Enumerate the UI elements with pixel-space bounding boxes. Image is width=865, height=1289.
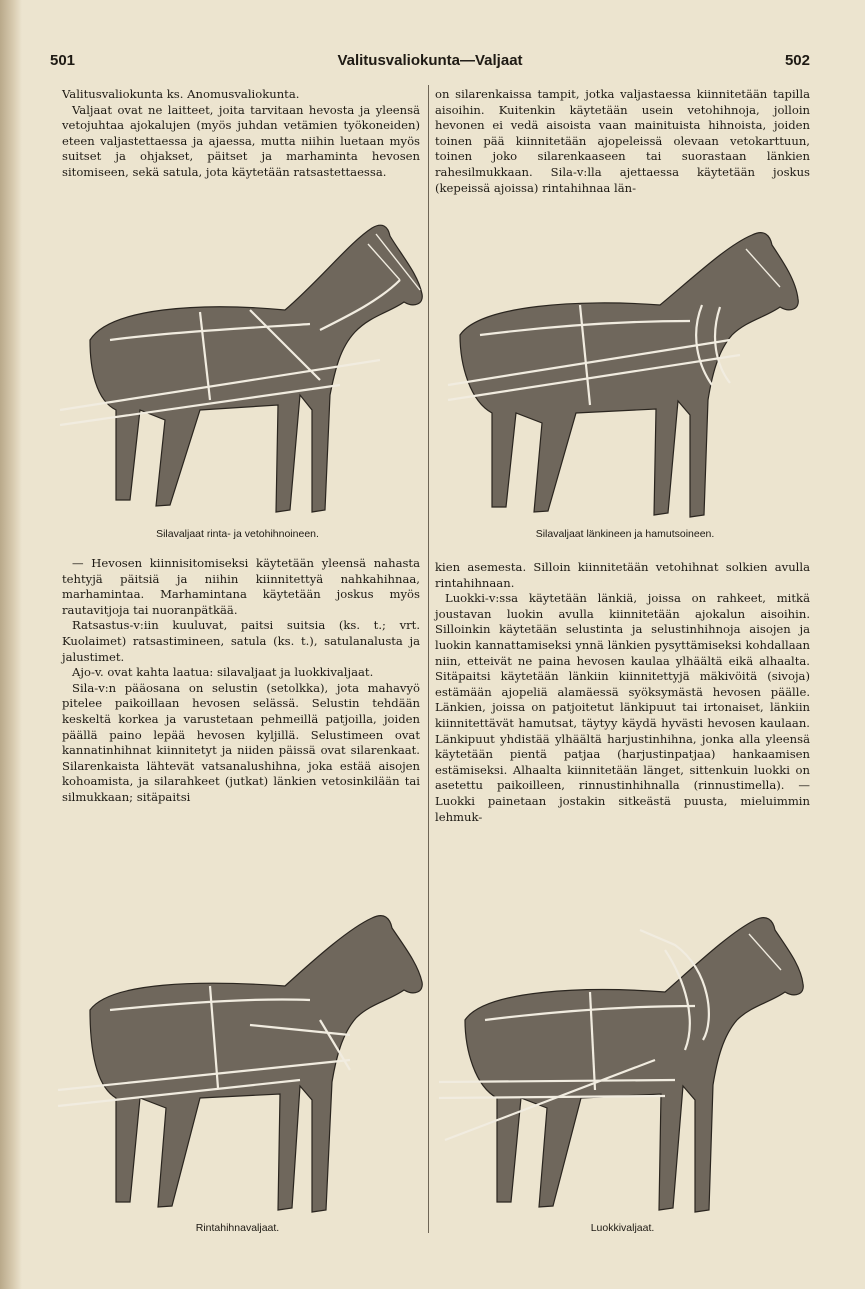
right-mid-text: [435, 560, 810, 825]
page-edge-shadow: [0, 0, 22, 1289]
horse-illustration-1: [50, 220, 425, 525]
caption-fig3: Rintahihnavaljaat.: [195, 1222, 280, 1234]
left-mid-text: [62, 556, 420, 806]
caption-fig2: Silavaljaat länkineen ja hamutsoineen.: [535, 528, 715, 540]
para-silarenkaat: on silarenkaissa tampit, jotka valjastaessa kiinnitetään tapilla aisoihin. Kuitenkin käytetään usein vetohihnoja, jolloin hevonen ei vedä aisoista vaan mainituista hihnoista, joiden toinen pää kiinnitetään ajopeleissä olevaan vetokarttuun, toinen joko silarenkaaseen tai suorastaan länkien rahesilmukkaan. Sila-v:lla ajettaessa käytetään joskus (kepeissä ajoissa) rintahihnaa län-: [435, 87, 810, 195]
column-divider: [428, 85, 429, 1233]
entry-valjaat: Valjaat ovat ne laitteet, joita tarvitaan hevosta ja yleensä vetojuhtaa ajokalujen (myös juhdan vetämien työkoneiden) eteen valjastettaessa ja ajaessa, mutta niihin luetaan myös suitset ja ohjakset, päitset ja marhaminta hevosen sitomiseen, sekä satula, jota käytetään ratsastettaessa.: [62, 102, 420, 179]
horse-illustration-4: [435, 910, 810, 1220]
horse-illustration-3: [50, 910, 425, 1220]
left-top-text: [62, 87, 420, 181]
right-page-number: 502: [784, 52, 810, 69]
caption-fig1: Silavaljaat rinta- ja vetohihnoineen.: [156, 528, 319, 540]
para-silavaljaat: Sila-v:n pääosana on selustin (setolkka), jota mahavyö pitelee paikoillaan hevosen selässä. Selustin tehdään keskeltä korkea ja varustetaan pehmeillä patjoilla, joiden päällä paino lepää hevosen kyljillä. Selustimeen ovat kannatinhihnat kiinnitetyt ja niiden päissä ovat silarenkaat. Silarenkaista lähtevät vatsanalushihna, joka estää aisojen kohoamista, ja silarahkeet (jutkat) länkien vetosinkilään tai silmukkaan; sitäpaitsi: [62, 680, 420, 804]
para-luokkivaljaat: Luokki-v:ssa käytetään länkiä, joissa on rahkeet, mitkä joustavan luokin avulla kiinnitetään ajokalun aisoihin. Silloinkin käytetään selustinta ja selustinhihnoja aisojen ja luokin kannattamiseksi ynnä länkien pysyttämiseksi kohdallaan niin, etteivät ne paina hevosen kaulaa ylhäältä eikä alhaalta. Sitäpaitsi käytetään länkiin kiinnitettyjä mäkivöitä (sivoja) estämään ajopeliä alamäessä syöksymästä hevosen päälle. Länkien, joissa on patjoitetut länkipuut tai irtonaiset, länkiin kiinnitettävät hamutsat, täytyy käydä hyvästi hevosen kaulaan. Länkipuut yhdistää ylhäältä harjustinhihna, jonka alla yleensä käytetään pientä patjaa (harjustinpatjaa) hankaamisen estämiseksi. Alhaalta kiinnitetään länget, sittenkuin luokki on asetettu paikoilleen, rinnustinhihnalla (rinnustimella). — Luokki painetaan jostakin sitkeästä puusta, mieluimmin lehmuk-: [435, 591, 810, 824]
running-title: Valitusvaliokunta—Valjaat: [337, 52, 523, 69]
figure-rintahihnavaljaat: [50, 910, 425, 1220]
para-rintahihna: kien asemesta. Silloin kiinnitetään vetohihnat solkien avulla rintahihnaan.: [435, 560, 810, 590]
para-kiinnisitominen: — Hevosen kiinnisitomiseksi käytetään yleensä nahasta tehtyjä päitsiä ja niihin kiinnitettyä nahkahihnaa, marhamintaa. Marhamintana käytetään joskus myös rautavitjoja tai nuoranpätkää.: [62, 556, 420, 617]
para-ajovaljaat: Ajo-v. ovat kahta laatua: silavaljaat ja luokkivaljaat.: [72, 665, 374, 680]
left-page-number: 501: [50, 52, 76, 69]
para-ratsastusvaljaat: Ratsastus-v:iin kuuluvat, paitsi suitsia (ks. t.; vrt. Kuolaimet) ratsastimineen, satula (ks. t.), satulanalusta ja jalustimet.: [62, 618, 420, 664]
right-top-text: [435, 87, 810, 196]
entry-valitusvaliokunta: Valitusvaliokunta ks. Anomusvaliokunta.: [62, 87, 300, 101]
horse-illustration-2: [440, 225, 810, 525]
figure-silavaljaat-rinta: [50, 220, 425, 525]
page-header: [50, 52, 810, 76]
figure-luokkivaljaat: [435, 910, 810, 1220]
caption-fig4: Luokkivaljaat.: [590, 1222, 655, 1234]
figure-silavaljaat-lankineen: [440, 225, 810, 525]
